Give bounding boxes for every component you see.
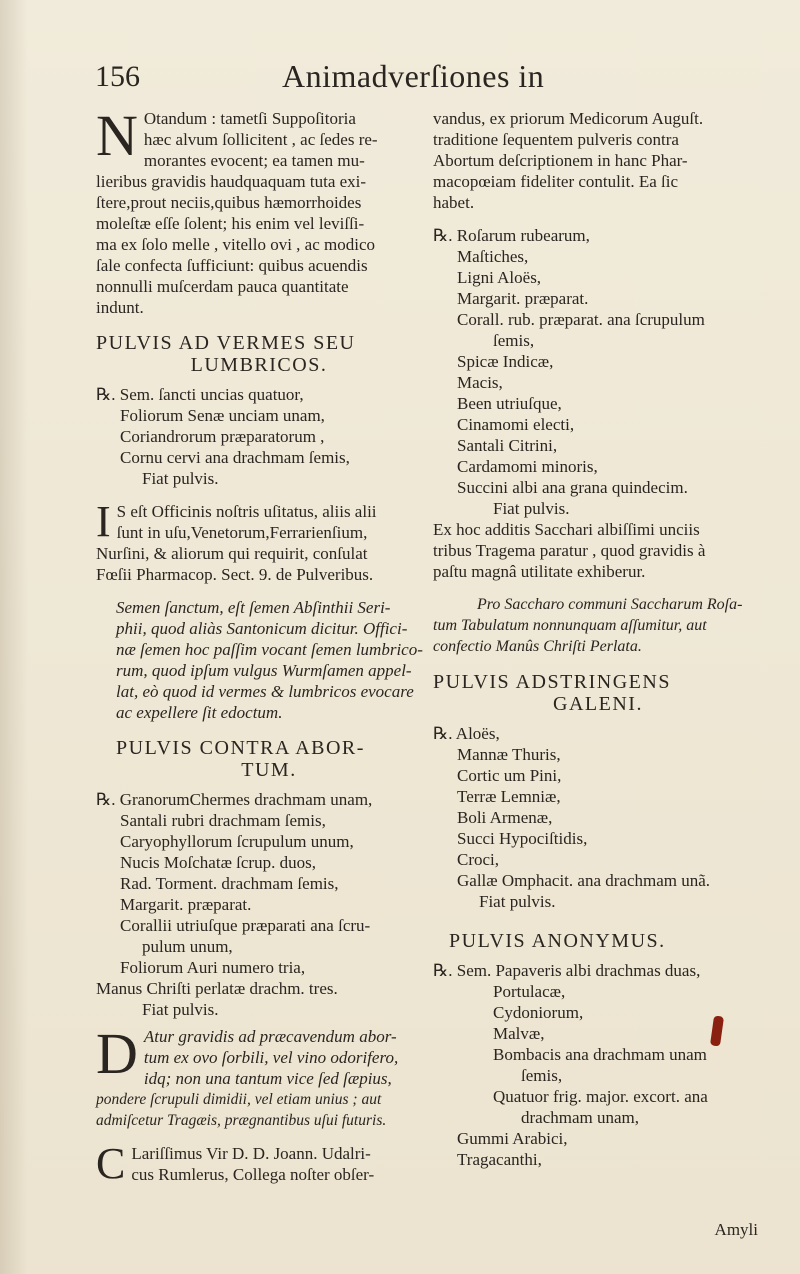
text-line: Nurſini, & aliorum qui requirit, conſulat	[96, 544, 368, 563]
text-line: Abortum deſcriptionem in hanc Phar-	[433, 151, 688, 170]
recipe-item: Bombacis ana drachmam unam	[493, 1045, 707, 1064]
text-line: Fœſii Pharmacop. Sect. 9. de Pulveribus.	[96, 565, 374, 584]
recipe-item: ℞. Aloës,	[433, 724, 500, 743]
dropcap-n: N	[96, 103, 138, 168]
heading-line: TUM.	[241, 759, 297, 781]
recipe-item: pulum unum,	[142, 937, 233, 956]
text-line: ac expellere ſit edoctum.	[116, 703, 283, 722]
recipe-item: Fiat pulvis.	[493, 499, 570, 518]
section-heading	[433, 930, 763, 952]
text-line: næ ſemen hoc paſſim vocant ſemen lumbrico-	[116, 640, 423, 659]
recipe-item: Cortic um Pini,	[457, 766, 562, 785]
recipe-item: Been utriuſque,	[457, 394, 562, 413]
heading-line: PULVIS ADSTRINGENS	[433, 671, 671, 693]
dropcap-c: C	[96, 1139, 126, 1188]
text-line: ſale confecta ſufficiunt: quibus acuendis	[96, 256, 368, 275]
text-line: morantes evocent; ea tamen mu-	[143, 151, 365, 170]
running-title: Animadverſiones in	[282, 58, 545, 94]
recipe-item: Spicæ Indicæ,	[457, 352, 554, 371]
recipe-list	[433, 723, 763, 912]
recipe-item: Corall. rub. præparat. ana ſcrupulum	[457, 310, 705, 329]
text-line: idq; non una tantum vice ſed ſæpius,	[143, 1069, 392, 1088]
recipe-item: Gummi Arabici,	[457, 1129, 568, 1148]
italic-note	[433, 594, 763, 657]
recipe-item: Fiat pulvis.	[479, 892, 556, 911]
recipe-item: Boli Armenæ,	[457, 808, 553, 827]
gutter-shadow	[0, 0, 28, 1274]
text-line: tum ex ovo ſorbili, vel vino odorifero,	[143, 1048, 399, 1067]
recipe-list	[96, 384, 422, 489]
text-line: nonnulli muſcerdam pauca quantitate	[96, 277, 349, 296]
recipe-item: ſemis,	[521, 1066, 563, 1085]
section-heading	[96, 737, 422, 781]
heading-line: PULVIS AD VERMES SEU	[96, 332, 356, 354]
text-line: moleſtæ eſſe ſolent; his enim vel leviſſi-	[96, 214, 365, 233]
text-line: lat, eò quod id vermes & lumbricos evocare	[116, 682, 414, 701]
recipe-item: Maſtiches,	[457, 247, 529, 266]
recipe-item: Mannæ Thuris,	[457, 745, 561, 764]
text-line: hæc alvum ſollicitent , ac ſedes re-	[143, 130, 378, 149]
heading-line: LUMBRICOS.	[190, 354, 328, 376]
text-line: traditione ſequentem pulveris contra	[433, 130, 679, 149]
dropcap-d: D	[96, 1021, 138, 1086]
recipe-item: Malvæ,	[493, 1024, 545, 1043]
text-line: confectio Manûs Chriſti Perlata.	[433, 638, 642, 655]
recipe-item: Cydoniorum,	[493, 1003, 584, 1022]
italic-note	[96, 1021, 422, 1131]
recipe-item: ℞. Sem. ſancti uncias quatuor,	[96, 385, 304, 404]
recipe-list	[96, 789, 422, 1020]
page-number: 156	[95, 60, 140, 93]
text-line: ſunt in uſu,Venetorum,Ferrarienſium,	[116, 523, 368, 542]
recipe-item: Margarit. præparat.	[120, 895, 252, 914]
text-line: ſtere,prout neciis,quibus hæmorrhoides	[96, 193, 362, 212]
recipe-item: Foliorum Senæ unciam unam,	[120, 406, 325, 425]
heading-line: PULVIS CONTRA ABOR-	[116, 737, 365, 759]
recipe-item: Tragacanthi,	[457, 1150, 542, 1169]
recipe-item: drachmam unam,	[521, 1108, 640, 1127]
section-heading	[96, 332, 422, 376]
text-line: Lariſſimus Vir D. D. Joann. Udalri-	[131, 1144, 371, 1163]
recipe-item: Nucis Moſchatæ ſcrup. duos,	[120, 853, 316, 872]
recipe-item: Quatuor frig. major. excort. ana	[493, 1087, 708, 1106]
text-line: indunt.	[96, 298, 144, 317]
catchword: Amyli	[714, 1220, 758, 1239]
text-line: macopœiam fideliter contulit. Ea ſic	[433, 172, 678, 191]
recipe-list	[433, 960, 763, 1170]
text-line: tum Tabulatum nonnunquam aſſumitur, aut	[433, 617, 707, 634]
recipe-item: Foliorum Auri numero tria,	[120, 958, 306, 977]
text-line: vandus, ex priorum Medicorum Auguſt.	[433, 109, 704, 128]
recipe-item: Gallæ Omphacit. ana drachmam unã.	[457, 871, 711, 890]
running-header	[0, 58, 800, 108]
text-line: Semen ſanctum, eſt ſemen Abſinthii Seri-	[116, 598, 391, 617]
recipe-item: Manus Chriſti perlatæ drachm. tres.	[96, 979, 338, 998]
recipe-item: Cornu cervi ana drachmam ſemis,	[120, 448, 350, 467]
recipe-item: Macis,	[457, 373, 503, 392]
recipe-item: Cardamomi minoris,	[457, 457, 598, 476]
recipe-item: Portulacæ,	[493, 982, 566, 1001]
paragraph	[433, 519, 763, 582]
recipe-item: Santali rubri drachmam ſemis,	[120, 811, 326, 830]
paragraph	[96, 1139, 422, 1188]
text-line: phii, quod aliàs Santonicum dicitur. Offici-	[116, 619, 408, 638]
text-line: Pro Saccharo communi Saccharum Roſa-	[477, 596, 743, 613]
left-column	[96, 103, 423, 1188]
recipe-item: Santali Citrini,	[457, 436, 558, 455]
section-heading	[433, 671, 763, 715]
recipe-item: ℞. Sem. Papaveris albi drachmas duas,	[433, 961, 701, 980]
paragraph	[433, 108, 763, 213]
recipe-item: Succini albi ana grana quindecim.	[457, 478, 688, 497]
recipe-item: Croci,	[457, 850, 500, 869]
heading-line: GALENI.	[553, 693, 643, 715]
recipe-item: Cinamomi electi,	[457, 415, 575, 434]
heading-line: PULVIS ANONYMUS.	[449, 930, 666, 952]
recipe-item: Caryophyllorum ſcrupulum unum,	[120, 832, 354, 851]
recipe-item: Margarit. præparat.	[457, 289, 589, 308]
recipe-item: ℞. Roſarum rubearum,	[433, 226, 590, 245]
text-line: admiſcetur Tragæis, prægnantibus uſui futuris.	[96, 1112, 387, 1129]
text-line: habet.	[433, 193, 475, 212]
text-line: Otandum : tametſi Suppoſitoria	[143, 109, 356, 128]
recipe-item: Coriandrorum præparatorum ,	[120, 427, 325, 446]
italic-note	[96, 597, 422, 723]
recipe-item: Corallii utriuſque præparati ana ſcru-	[120, 916, 371, 935]
recipe-item: Terræ Lemniæ,	[457, 787, 561, 806]
text-line: cus Rumlerus, Collega noſter obſer-	[131, 1165, 375, 1184]
text-line: ma ex ſolo melle , vitello ovi , ac modico	[96, 235, 376, 254]
recipe-item: Succi Hypociſtidis,	[457, 829, 588, 848]
recipe-item: ℞. GranorumChermes drachmam unam,	[96, 790, 373, 809]
text-line: Atur gravidis ad præcavendum abor-	[143, 1027, 397, 1046]
text-line: rum, quod ipſum vulgus Wurmſamen appel-	[116, 661, 412, 680]
right-column	[433, 108, 763, 1170]
recipe-item: ſemis,	[493, 331, 535, 350]
dropcap-i: I	[96, 497, 111, 546]
text-line: pondere ſcrupuli dimidii, vel etiam unius ; aut	[96, 1091, 382, 1108]
text-line: S eſt Officinis noſtris uſitatus, aliis alii	[116, 502, 377, 521]
recipe-item: Rad. Torment. drachmam ſemis,	[120, 874, 339, 893]
text-line: tribus Tragema paratur , quod gravidis à	[433, 541, 706, 560]
recipe-list	[433, 225, 763, 519]
intro-paragraph	[96, 103, 422, 318]
text-line: Ex hoc additis Sacchari albiſſimi unciis	[433, 520, 700, 539]
recipe-item: Fiat pulvis.	[142, 469, 219, 488]
recipe-item: Ligni Aloës,	[457, 268, 542, 287]
paragraph	[96, 497, 422, 585]
text-line: paſtu magnâ utilitate exhiberur.	[433, 562, 646, 581]
recipe-item: Fiat pulvis.	[142, 1000, 219, 1019]
text-line: lieribus gravidis haudquaquam tuta exi-	[96, 172, 367, 191]
